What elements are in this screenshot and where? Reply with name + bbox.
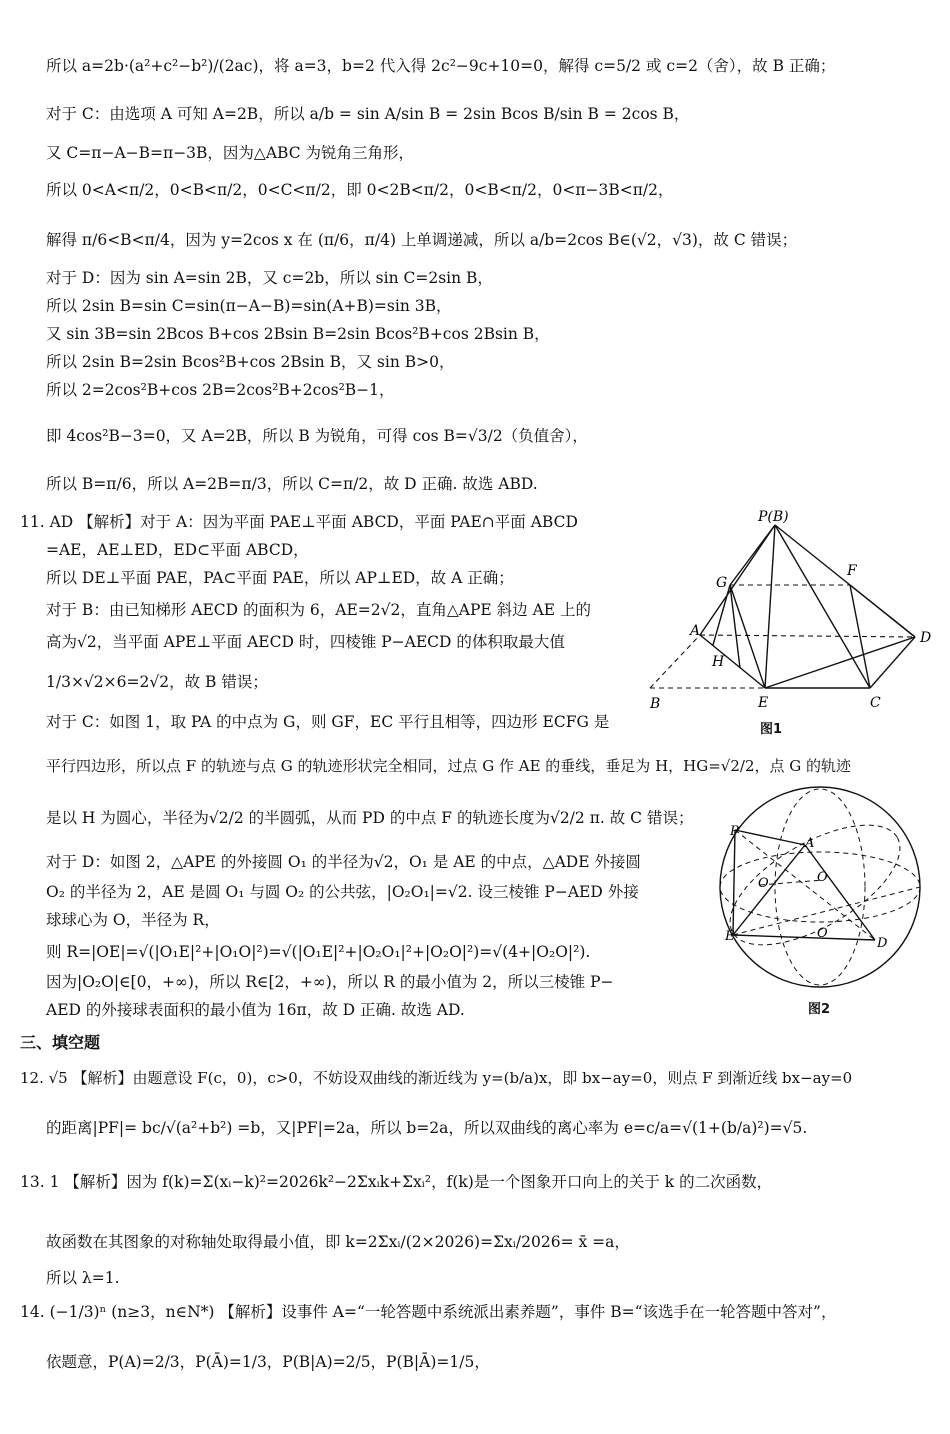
figure-1-pyramid <box>640 505 940 740</box>
text-line: 平行四边形，所以点 F 的轨迹与点 G 的轨迹形状完全相同，过点 G 作 AE 的垂线，垂足为 H，HG=√2/2，点 G 的轨迹 <box>46 757 852 775</box>
label-a: A <box>690 623 701 639</box>
text-line: 则 R=|OE|=√(|O₁E|²+|O₁O|²)=√(|O₁E|²+|O₂O₁|²+|O₂O|²)=√(4+|O₂O|²). <box>46 943 591 961</box>
text-line: 对于 D：因为 sin A=sin 2B，又 c=2b，所以 sin C=2sin B， <box>46 269 493 287</box>
text-line: 所以 2sin B=2sin Bcos²B+cos 2Bsin B，又 sin B>0， <box>46 353 455 371</box>
figure-2-caption: 图2 <box>808 1002 831 1017</box>
text-line: 是以 H 为圆心，半径为√2/2 的半圆弧，从而 PD 的中点 F 的轨迹长度为√2/2 π. 故 C 错误； <box>46 809 694 827</box>
figure-1-caption: 图1 <box>760 722 783 737</box>
text-line: 1/3×√2×6=2√2，故 B 错误； <box>46 673 268 691</box>
text-line: 所以 DE⊥平面 PAE，PA⊂平面 PAE，所以 AP⊥ED，故 A 正确； <box>46 569 514 587</box>
text-line: 12. √5 【解析】由题意设 F(c，0)，c>0，不妨设双曲线的渐近线为 y=(b/a)x，即 bx−ay=0，则点 F 到渐近线 bx−ay=0 <box>20 1069 853 1087</box>
label-c: C <box>870 695 881 711</box>
label-pb: P(B) <box>758 509 789 525</box>
text-line: 又 sin 3B=sin 2Bcos B+cos 2Bsin B=2sin Bcos²B+cos 2Bsin B， <box>46 325 550 343</box>
text-line: 对于 C：由选项 A 可知 A=2B，所以 a/b = sin A/sin B = 2sin Bcos B/sin B = 2cos B， <box>46 105 690 123</box>
text-line: 对于 D：如图 2，△APE 的外接圆 O₁ 的半径为√2，O₁ 是 AE 的中点，△ADE 外接圆 <box>46 853 641 871</box>
text-line: =AE，AE⊥ED，ED⊂平面 ABCD， <box>46 541 309 559</box>
text-line: 14. (−1/3)ⁿ (n≥3，n∈N*) 【解析】设事件 A=“一轮答题中系统派出素养题”，事件 B=“该选手在一轮答题中答对”， <box>20 1303 837 1321</box>
label-e: E <box>725 929 735 944</box>
label-o2: O <box>817 926 828 941</box>
text-line: 所以 B=π/6，所以 A=2B=π/3，所以 C=π/2，故 D 正确. 故选 ABD. <box>46 475 538 493</box>
label-d: D <box>877 936 888 951</box>
label-p: P <box>730 824 739 839</box>
text-line: AED 的外接球表面积的最小值为 16π，故 D 正确. 故选 AD. <box>46 1001 465 1019</box>
text-line: 解得 π/6<B<π/4，因为 y=2cos x 在 (π/6，π/4) 上单调递减，所以 a/b=2cos B∈(√2，√3)，故 C 错误； <box>46 231 798 249</box>
text-line: O₂ 的半径为 2，AE 是圆 O₁ 与圆 O₂ 的公共弦，|O₂O₁|=√2. 设三棱锥 P−AED 外接 <box>46 883 639 901</box>
label-a: A <box>805 836 815 851</box>
label-e: E <box>758 695 769 711</box>
label-h: H <box>712 654 725 670</box>
text-line: 的距离|PF|= bc/√(a²+b²) =b，又|PF|=2a，所以 b=2a，所以双曲线的离心率为 e=c/a=√(1+(b/a)²)=√5. <box>46 1119 808 1137</box>
text-line: 所以 0<A<π/2，0<B<π/2，0<C<π/2，即 0<2B<π/2，0<B<π/2，0<π−3B<π/2， <box>46 181 674 199</box>
text-line: 故函数在其图象的对称轴处取得最小值，即 k=2Σxᵢ/(2×2026)=Σxᵢ/2026= x̄ =a， <box>46 1233 630 1251</box>
text-line: 球球心为 O，半径为 R， <box>46 911 220 929</box>
text-line: 对于 C：如图 1，取 PA 的中点为 G，则 GF，EC 平行且相等，四边形 ECFG 是 <box>46 713 610 731</box>
text-line: 即 4cos²B−3=0，又 A=2B，所以 B 为锐角，可得 cos B=√3/2（负值舍）， <box>46 427 588 445</box>
text-line: 对于 B：由已知梯形 AECD 的面积为 6，AE=2√2，直角△APE 斜边 AE 上的 <box>46 601 591 619</box>
label-g: G <box>716 575 728 591</box>
text-line: 所以 2=2cos²B+cos 2B=2cos²B+2cos²B−1， <box>46 381 395 399</box>
text-line: 又 C=π−A−B=π−3B，因为△ABC 为锐角三角形， <box>46 144 415 162</box>
label-f: F <box>847 563 857 579</box>
text-line: 13. 1 【解析】因为 f(k)=Σ(xᵢ−k)²=2026k²−2Σxᵢk+Σxᵢ²，f(k)是一个图象开口向上的关于 k 的二次函数， <box>20 1173 773 1191</box>
label-o: O <box>817 870 828 885</box>
text-line: 高为√2，当平面 APE⊥平面 AECD 时，四棱锥 P−AECD 的体积取最大值 <box>46 633 565 651</box>
figure-2-sphere <box>705 785 945 1000</box>
text-line: 11. AD 【解析】对于 A：因为平面 PAE⊥平面 ABCD，平面 PAE∩平面 ABCD <box>20 513 578 531</box>
label-b: B <box>650 696 661 712</box>
text-line: 所以 λ=1. <box>46 1269 120 1287</box>
text-line: 依题意，P(A)=2/3，P(Ā)=1/3，P(B|A)=2/5，P(B|Ā)=1/5， <box>46 1353 490 1371</box>
section-title: 三、填空题 <box>20 1033 101 1052</box>
text-line: 所以 a=2b·(a²+c²−b²)/(2ac)，将 a=3，b=2 代入得 2c²−9c+10=0，解得 c=5/2 或 c=2（舍），故 B 正确； <box>46 57 836 75</box>
label-o1: O <box>758 876 769 891</box>
label-d: D <box>920 630 932 646</box>
text-line: 因为|O₂O|∈[0，+∞)，所以 R∈[2，+∞)，所以 R 的最小值为 2，所以三棱锥 P− <box>46 973 614 991</box>
text-line: 所以 2sin B=sin C=sin(π−A−B)=sin(A+B)=sin 3B， <box>46 297 452 315</box>
